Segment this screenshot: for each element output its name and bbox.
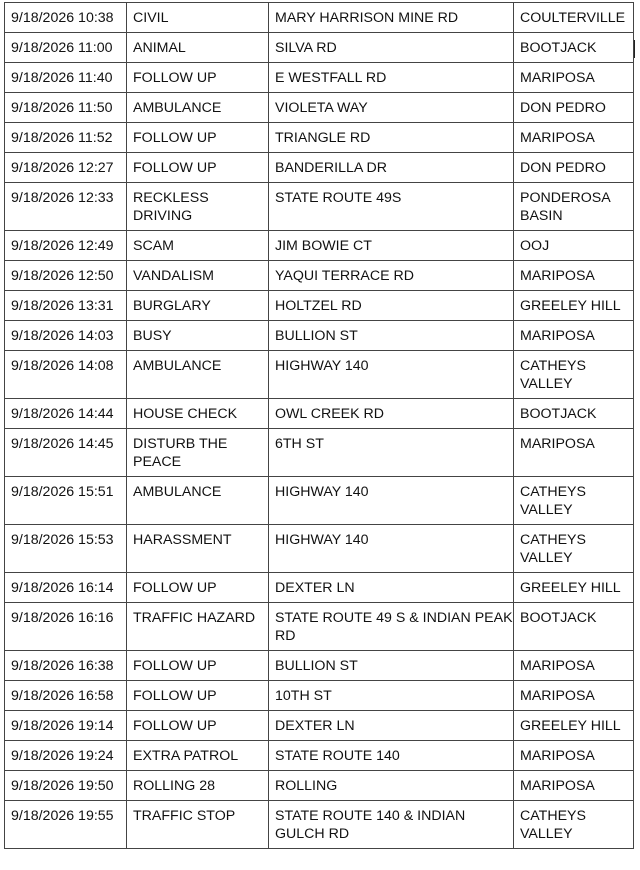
cell-type: VANDALISM (127, 261, 269, 291)
table-row (5, 351, 634, 399)
cell-city: COULTERVILLE (514, 3, 634, 33)
cell-type: ANIMAL (127, 33, 269, 63)
cell-datetime: 9/18/2026 15:53 (5, 525, 127, 573)
cell-location: STATE ROUTE 140 (269, 741, 514, 771)
table-row (5, 711, 634, 741)
table-row (5, 153, 634, 183)
table-row (5, 429, 634, 477)
cell-datetime: 9/18/2026 12:49 (5, 231, 127, 261)
cell-datetime: 9/18/2026 19:50 (5, 771, 127, 801)
cell-location: BULLION ST (269, 651, 514, 681)
table-row (5, 603, 634, 651)
cell-location: 10TH ST (269, 681, 514, 711)
table-row (5, 651, 634, 681)
cell-type: AMBULANCE (127, 351, 269, 399)
cell-type: AMBULANCE (127, 477, 269, 525)
table-row (5, 525, 634, 573)
cell-type: EXTRA PATROL (127, 741, 269, 771)
cell-datetime: 9/18/2026 19:24 (5, 741, 127, 771)
cell-location: OWL CREEK RD (269, 399, 514, 429)
cell-datetime: 9/18/2026 14:45 (5, 429, 127, 477)
table-row (5, 741, 634, 771)
cell-datetime: 9/18/2026 19:14 (5, 711, 127, 741)
cell-type: ROLLING 28 (127, 771, 269, 801)
cell-city: MARIPOSA (514, 771, 634, 801)
cell-location: MARY HARRISON MINE RD (269, 3, 514, 33)
cell-datetime: 9/18/2026 12:27 (5, 153, 127, 183)
cell-type: HARASSMENT (127, 525, 269, 573)
cell-type: CIVIL (127, 3, 269, 33)
cell-location: VIOLETA WAY (269, 93, 514, 123)
table-row (5, 3, 634, 33)
cell-datetime: 9/18/2026 11:00 (5, 33, 127, 63)
table-row (5, 771, 634, 801)
cell-city: BOOTJACK (514, 399, 634, 429)
table-row (5, 477, 634, 525)
cell-type: BUSY (127, 321, 269, 351)
cell-type: RECKLESS DRIVING (127, 183, 269, 231)
call-log-body (5, 3, 634, 849)
cell-city: CATHEYS VALLEY (514, 801, 634, 849)
table-row (5, 231, 634, 261)
scrollbar-edge (634, 40, 635, 58)
cell-type: FOLLOW UP (127, 63, 269, 93)
cell-location: STATE ROUTE 49S (269, 183, 514, 231)
cell-type: FOLLOW UP (127, 651, 269, 681)
cell-datetime: 9/18/2026 13:31 (5, 291, 127, 321)
cell-datetime: 9/18/2026 12:50 (5, 261, 127, 291)
cell-location: HIGHWAY 140 (269, 525, 514, 573)
cell-type: TRAFFIC HAZARD (127, 603, 269, 651)
cell-city: MARIPOSA (514, 261, 634, 291)
cell-city: MARIPOSA (514, 321, 634, 351)
cell-location: E WESTFALL RD (269, 63, 514, 93)
cell-city: DON PEDRO (514, 93, 634, 123)
cell-city: MARIPOSA (514, 63, 634, 93)
cell-location: BANDERILLA DR (269, 153, 514, 183)
table-row (5, 573, 634, 603)
cell-city: BOOTJACK (514, 33, 634, 63)
cell-city: BOOTJACK (514, 603, 634, 651)
cell-city: CATHEYS VALLEY (514, 351, 634, 399)
cell-datetime: 9/18/2026 16:58 (5, 681, 127, 711)
table-row (5, 399, 634, 429)
cell-type: TRAFFIC STOP (127, 801, 269, 849)
table-row (5, 123, 634, 153)
cell-city: MARIPOSA (514, 741, 634, 771)
cell-datetime: 9/18/2026 16:38 (5, 651, 127, 681)
cell-location: HOLTZEL RD (269, 291, 514, 321)
cell-location: DEXTER LN (269, 711, 514, 741)
cell-location: SILVA RD (269, 33, 514, 63)
cell-city: MARIPOSA (514, 681, 634, 711)
cell-type: DISTURB THE PEACE (127, 429, 269, 477)
cell-location: HIGHWAY 140 (269, 351, 514, 399)
table-row (5, 321, 634, 351)
cell-location: 6TH ST (269, 429, 514, 477)
cell-datetime: 9/18/2026 11:50 (5, 93, 127, 123)
table-row (5, 63, 634, 93)
cell-type: SCAM (127, 231, 269, 261)
call-log-table (4, 2, 634, 849)
cell-datetime: 9/18/2026 15:51 (5, 477, 127, 525)
cell-type: AMBULANCE (127, 93, 269, 123)
table-row (5, 33, 634, 63)
cell-datetime: 9/18/2026 14:03 (5, 321, 127, 351)
cell-city: MARIPOSA (514, 123, 634, 153)
table-row (5, 183, 634, 231)
cell-type: HOUSE CHECK (127, 399, 269, 429)
cell-datetime: 9/18/2026 14:08 (5, 351, 127, 399)
cell-type: FOLLOW UP (127, 681, 269, 711)
cell-location: JIM BOWIE CT (269, 231, 514, 261)
cell-city: DON PEDRO (514, 153, 634, 183)
cell-datetime: 9/18/2026 11:52 (5, 123, 127, 153)
cell-datetime: 9/18/2026 12:33 (5, 183, 127, 231)
cell-city: GREELEY HILL (514, 711, 634, 741)
table-row (5, 261, 634, 291)
cell-location: YAQUI TERRACE RD (269, 261, 514, 291)
cell-city: MARIPOSA (514, 651, 634, 681)
cell-city: MARIPOSA (514, 429, 634, 477)
cell-location: BULLION ST (269, 321, 514, 351)
cell-city: GREELEY HILL (514, 291, 634, 321)
cell-city: CATHEYS VALLEY (514, 477, 634, 525)
cell-city: OOJ (514, 231, 634, 261)
cell-city: PONDEROSA BASIN (514, 183, 634, 231)
cell-datetime: 9/18/2026 19:55 (5, 801, 127, 849)
table-row (5, 291, 634, 321)
table-row (5, 681, 634, 711)
cell-datetime: 9/18/2026 10:38 (5, 3, 127, 33)
cell-city: CATHEYS VALLEY (514, 525, 634, 573)
cell-city: GREELEY HILL (514, 573, 634, 603)
cell-location: HIGHWAY 140 (269, 477, 514, 525)
cell-type: FOLLOW UP (127, 153, 269, 183)
cell-datetime: 9/18/2026 11:40 (5, 63, 127, 93)
cell-location: ROLLING (269, 771, 514, 801)
cell-location: DEXTER LN (269, 573, 514, 603)
cell-type: BURGLARY (127, 291, 269, 321)
cell-location: STATE ROUTE 49 S & INDIAN PEAK RD (269, 603, 514, 651)
cell-type: FOLLOW UP (127, 123, 269, 153)
cell-type: FOLLOW UP (127, 573, 269, 603)
table-row (5, 93, 634, 123)
table-row (5, 801, 634, 849)
cell-datetime: 9/18/2026 16:16 (5, 603, 127, 651)
cell-location: TRIANGLE RD (269, 123, 514, 153)
cell-type: FOLLOW UP (127, 711, 269, 741)
cell-datetime: 9/18/2026 14:44 (5, 399, 127, 429)
cell-datetime: 9/18/2026 16:14 (5, 573, 127, 603)
cell-location: STATE ROUTE 140 & INDIAN GULCH RD (269, 801, 514, 849)
